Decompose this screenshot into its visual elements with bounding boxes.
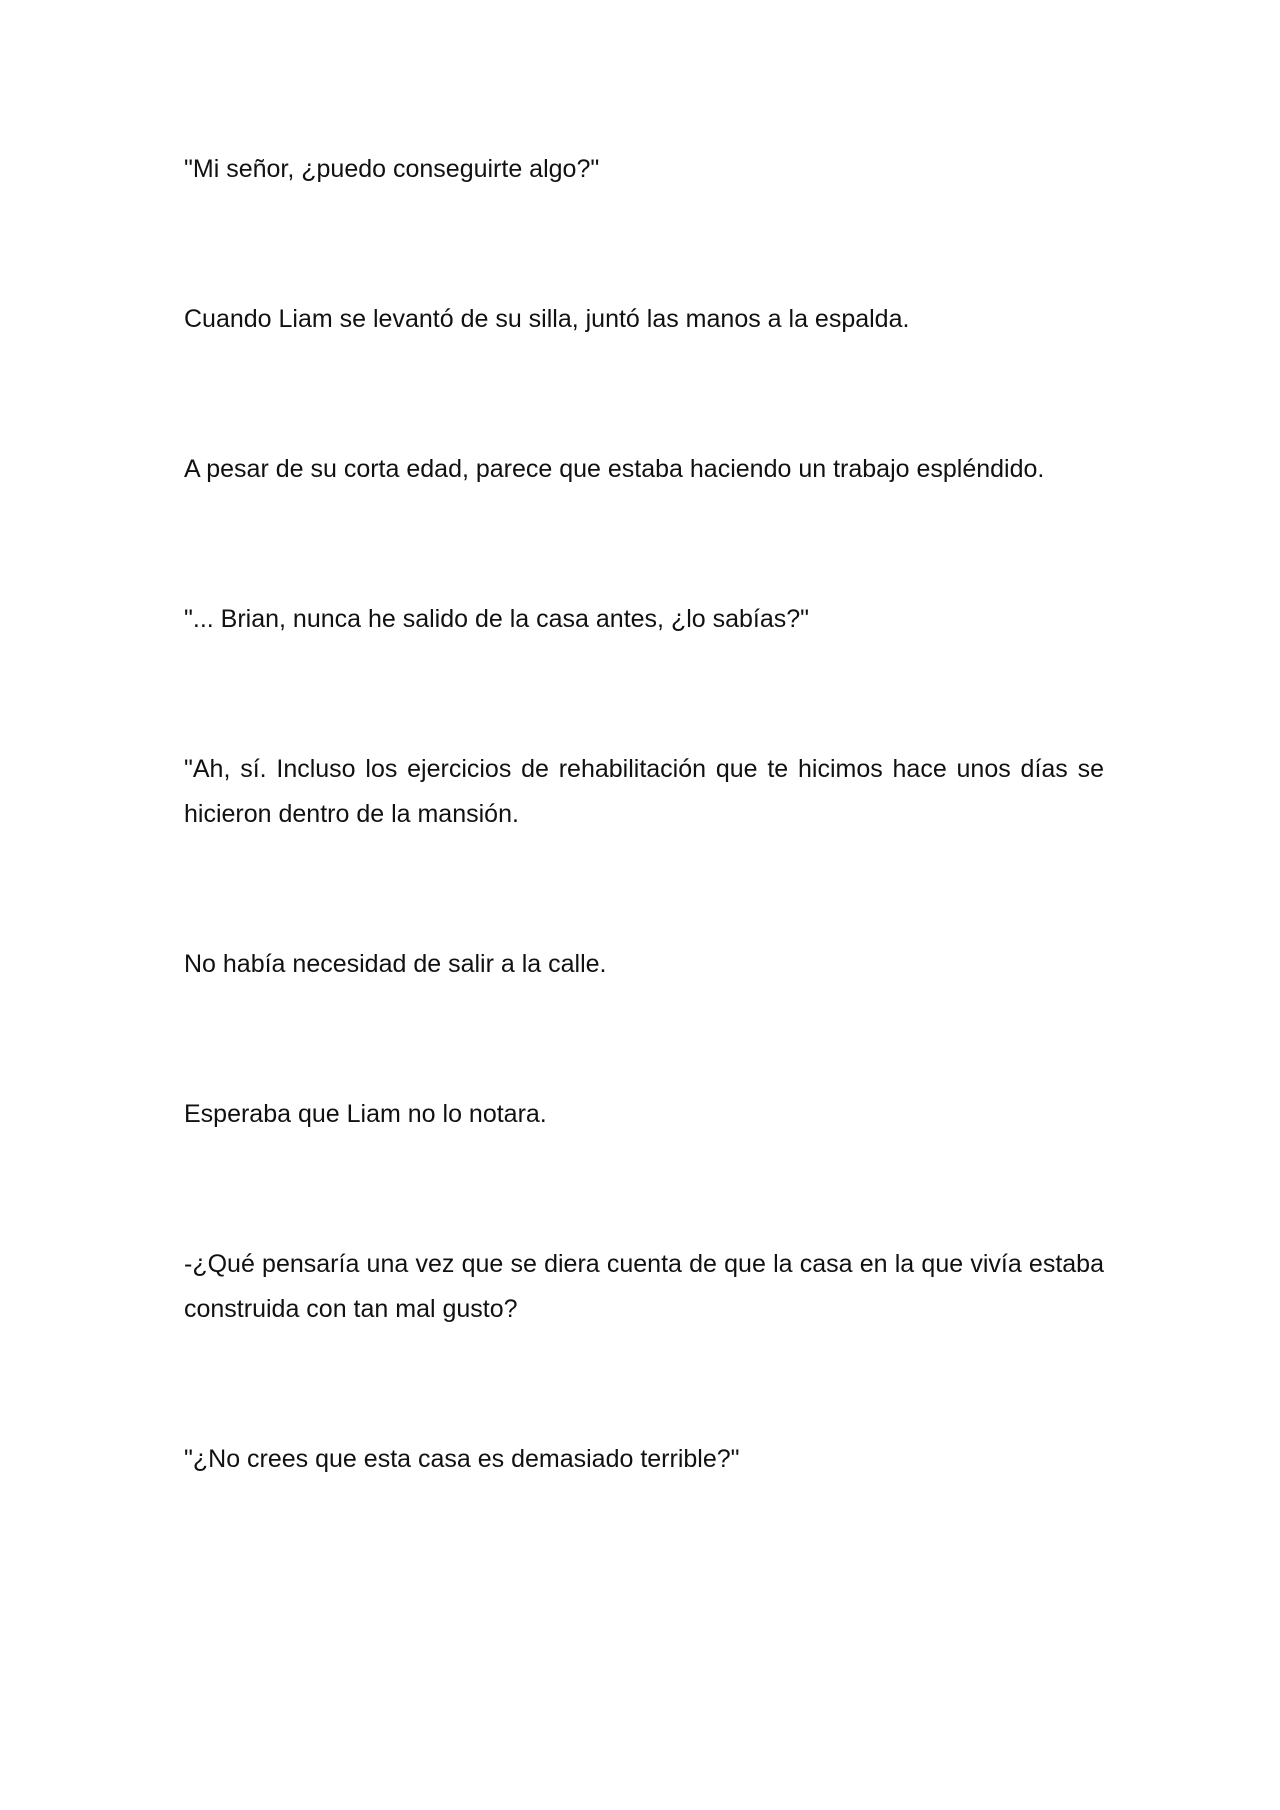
paragraph-3: A pesar de su corta edad, parece que estaba haciendo un trabajo espléndido.	[184, 455, 1045, 483]
paragraph-9: "¿No crees que esta casa es demasiado terrible?"	[184, 1445, 740, 1473]
paragraph-8: -¿Qué pensaría una vez que se diera cuenta de que la casa en la que vivía estaba construida con tan mal gusto?	[184, 1250, 1104, 1323]
paragraph-1: "Mi señor, ¿puedo conseguirte algo?"	[184, 155, 600, 183]
paragraph-7: Esperaba que Liam no lo notara.	[184, 1100, 547, 1128]
paragraph-4: "... Brian, nunca he salido de la casa antes, ¿lo sabías?"	[184, 605, 810, 633]
paragraph-6: No había necesidad de salir a la calle.	[184, 950, 607, 978]
paragraph-2: Cuando Liam se levantó de su silla, juntó las manos a la espalda.	[184, 305, 910, 333]
paragraph-5: "Ah, sí. Incluso los ejercicios de rehabilitación que te hicimos hace unos días se hicieron dentro de la mansión.	[184, 755, 1104, 828]
